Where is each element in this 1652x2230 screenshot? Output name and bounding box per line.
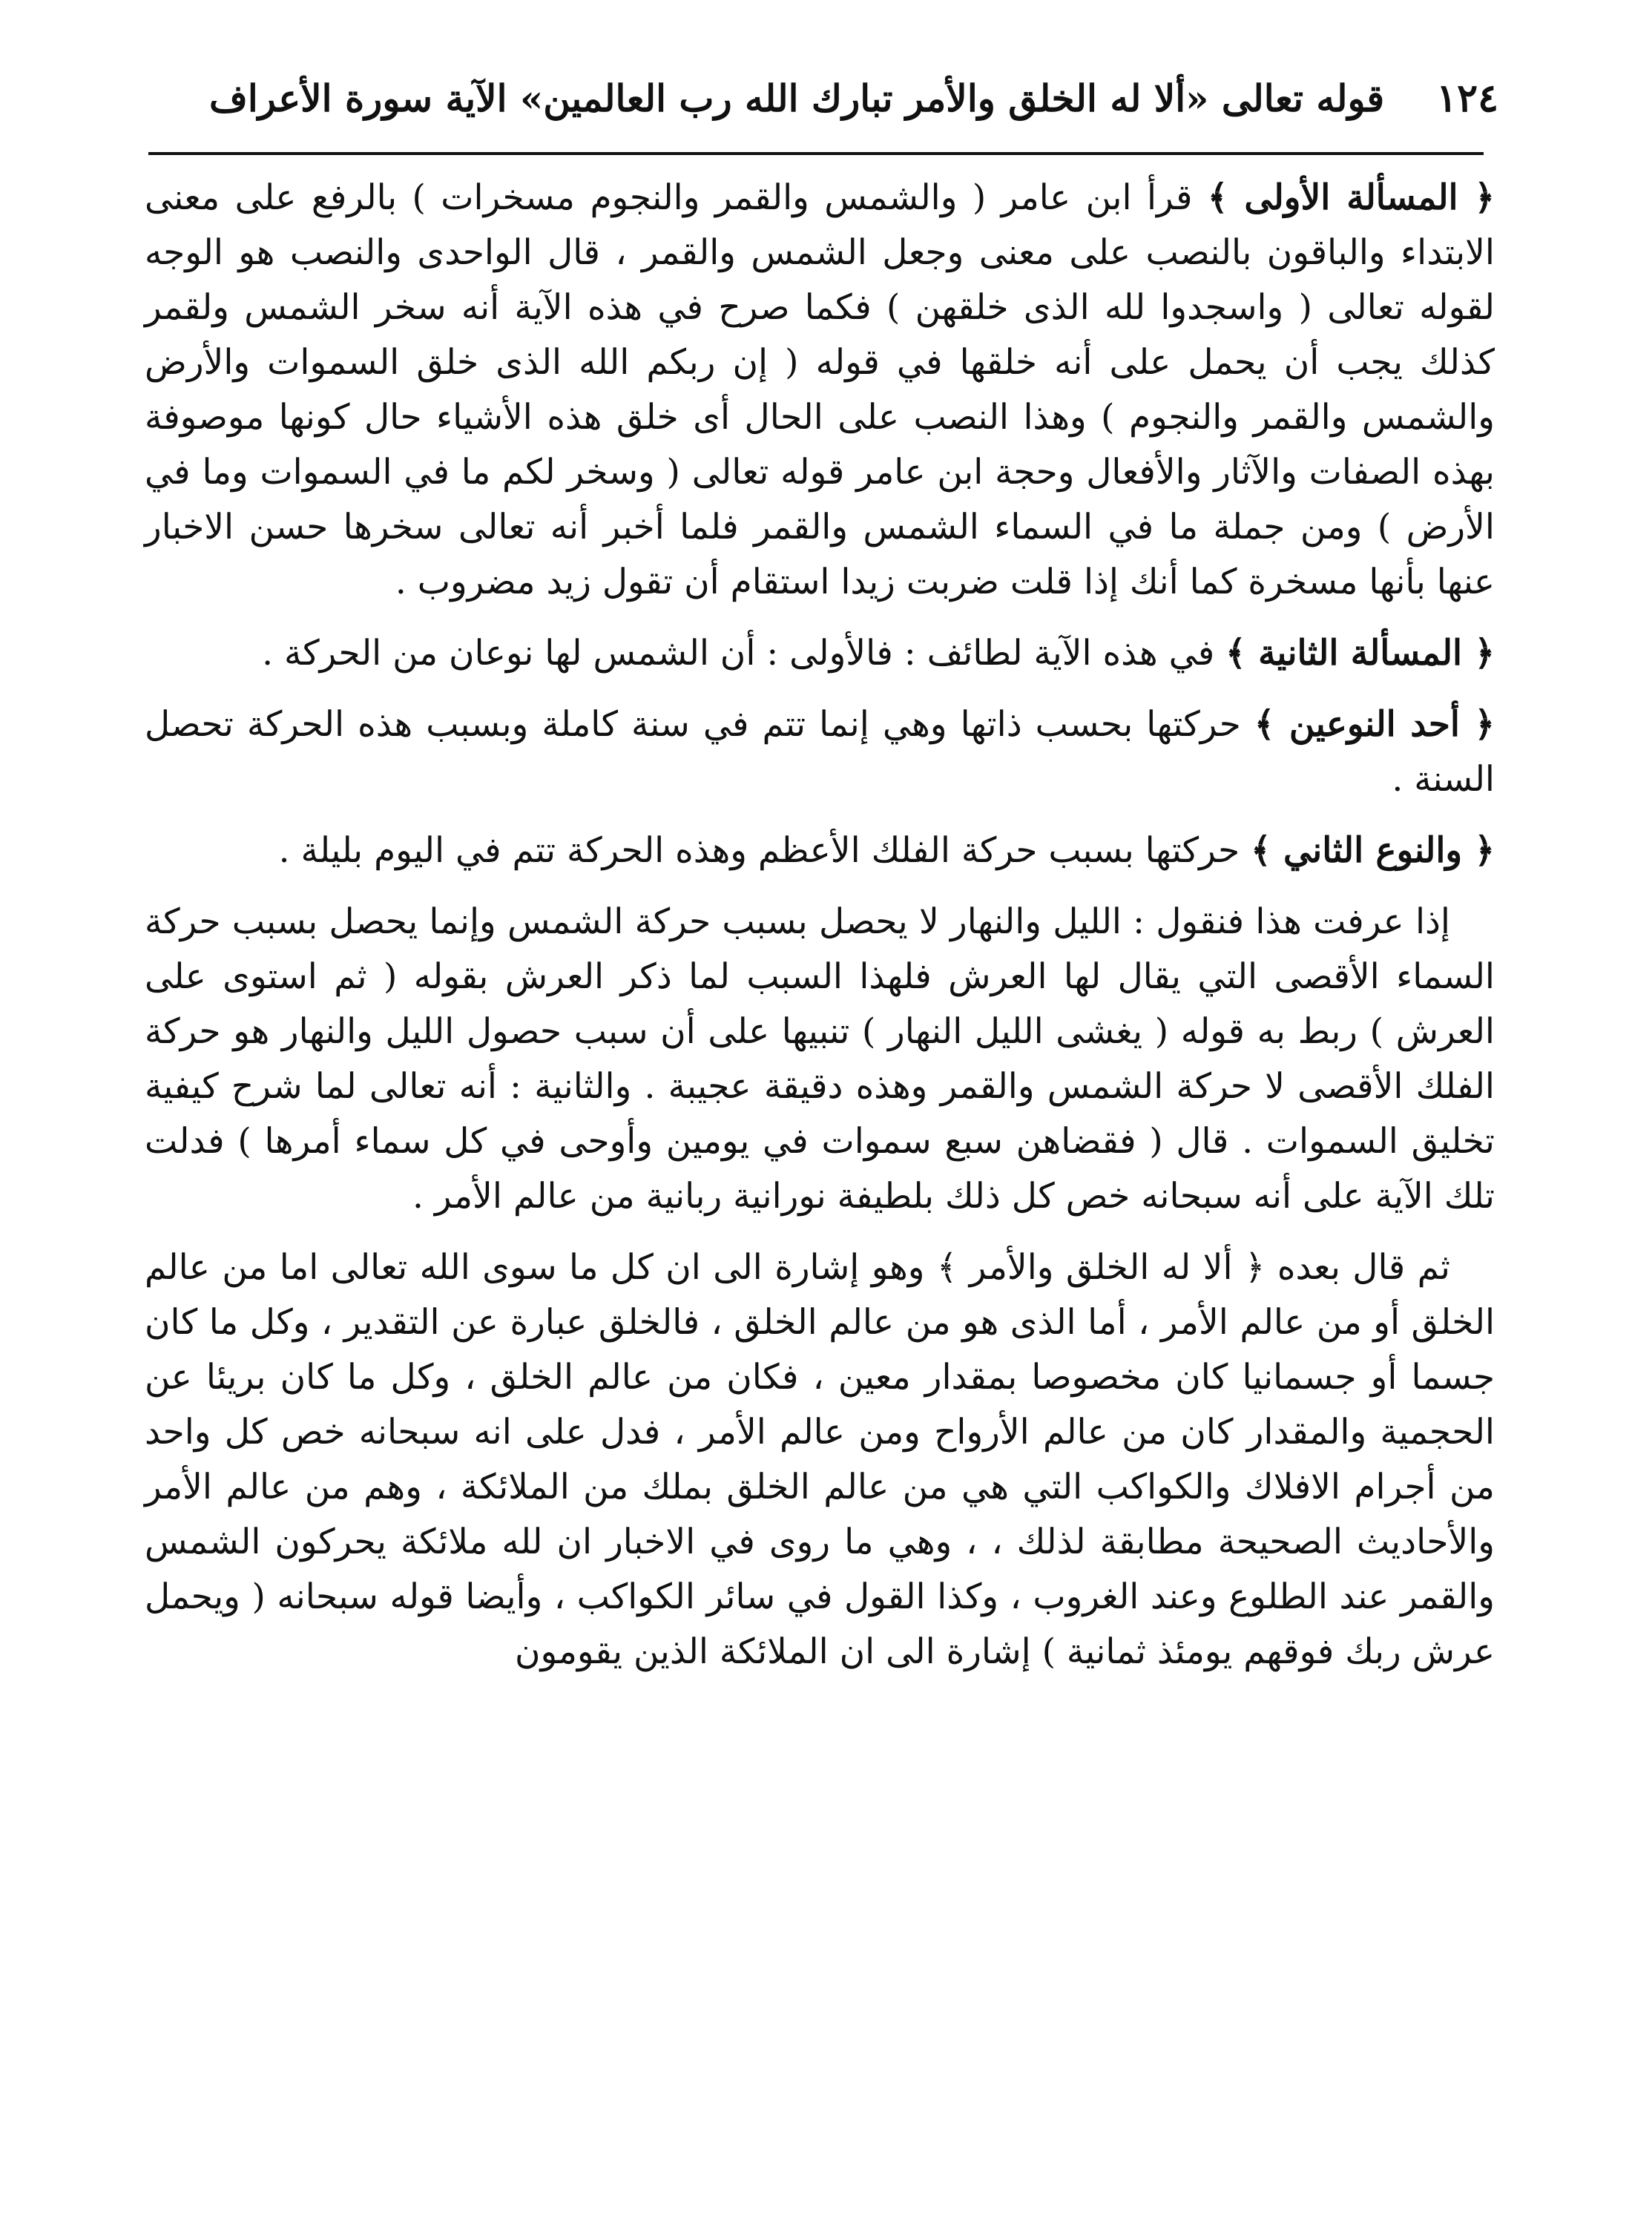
paragraph-second-type xyxy=(145,823,1495,878)
paragraph-text: في هذه الآية لطائف : فالأولى : أن الشمس لها نوعان من الحركة . xyxy=(262,633,1215,674)
paragraph-text: ثم قال بعده ﴿ ألا له الخلق والأمر ﴾ وهو إشارة الى ان كل ما سوى الله تعالى اما من عالم الخلق أو من عالم الأمر ، أما الذى هو من عالم الخلق ، فالخلق عبارة عن التقدير ، وكل ما كان جسما أو جسمانيا كان مخصوصا بمقدار معين ، فكان من عالم الخلق ، وكل ما كان بريئا عن الحجمية والمقدار كان من عالم الأرواح ومن عالم الأمر ، فدل على انه سبحانه خص كل واحد من أجرام الافلاك والكواكب التي هي من عالم الخلق بملك من الملائكة ، وهم من عالم الأمر والأحاديث الصحيحة مطابقة لذلك ، ، وهي ما روى في الاخبار ان لله ملائكة يحركون الشمس والقمر عند الطلوع وعند الغروب ، وكذا القول في سائر الكواكب ، وأيضا قوله سبحانه ( ويحمل عرش ربك فوقهم يومئذ ثمانية ) إشارة الى ان الملائكة الذين يقومون xyxy=(145,1247,1495,1672)
paragraph-first-issue xyxy=(145,171,1495,610)
paragraph-text: حركتها بسبب حركة الفلك الأعظم وهذه الحركة تتم في اليوم بليلة . xyxy=(278,830,1240,871)
paragraph-text: قرأ ابن عامر ( والشمس والقمر والنجوم مسخرات ) بالرفع على معنى الابتداء والباقون بالنصب على معنى وجعل الشمس والقمر ، قال الواحدى والنصب هو الوجه لقوله تعالى ( واسجدوا لله الذى خلقهن ) فكما صرح في هذه الآية أنه سخر الشمس ولقمر كذلك يجب أن يحمل على أنه خلقها في قوله ( إن ربكم الله الذى خلق السموات والأرض والشمس والقمر والنجوم ) وهذا النصب على الحال أى خلق هذه الأشياء حال كونها موصوفة بهذه الصفات والآثار والأفعال وحجة ابن عامر قوله تعالى ( وسخر لكم ما في السموات وما في الأرض ) ومن جملة ما في السماء الشمس والقمر فلما أخبر أنه تعالى سخرها حسن الاخبار عنها بأنها مسخرة كما أنك إذا قلت ضربت زيدا استقام أن تقول زيد مضروب . xyxy=(145,177,1495,602)
body-text xyxy=(145,171,1495,2188)
header-divider xyxy=(148,152,1484,155)
paragraph-heading: ﴿ أحد النوعين ﴾ xyxy=(1254,704,1495,745)
paragraph-night-day xyxy=(145,895,1495,1224)
page-number: ١٢٤ xyxy=(1436,75,1498,121)
paragraph-second-issue xyxy=(145,626,1495,681)
paragraph-heading: ﴿ المسألة الأولى ﴾ xyxy=(1207,177,1495,218)
paragraph-first-type xyxy=(145,697,1495,807)
paragraph-heading: ﴿ المسألة الثانية ﴾ xyxy=(1225,633,1495,674)
paragraph-text: إذا عرفت هذا فنقول : الليل والنهار لا يحصل بسبب حركة الشمس وإنما يحصل بسبب حركة السماء الأقصى التي يقال لها العرش فلهذا السبب لما ذكر العرش بقوله ( ثم استوى على العرش ) ربط به قوله ( يغشى الليل النهار ) تنبيها على أن سبب حصول الليل والنهار هو حركة الفلك الأقصى لا حركة الشمس والقمر وهذه دقيقة عجيبة . والثانية : أنه تعالى لما شرح كيفية تخليق السموات . قال ( فقضاهن سبع سموات في يومين وأوحى في كل سماء أمرها ) فدلت تلك الآية على أنه سبحانه خص كل ذلك بلطيفة نورانية ربانية من عالم الأمر . xyxy=(145,901,1495,1217)
page-header xyxy=(141,53,1498,142)
paragraph-creation-command xyxy=(145,1240,1495,1680)
running-title: قوله تعالى «ألا له الخلق والأمر تبارك الله رب العالمين» الآية سورة الأعراف xyxy=(209,76,1385,120)
paragraph-heading: ﴿ والنوع الثاني ﴾ xyxy=(1251,830,1495,871)
paragraph-text: حركتها بحسب ذاتها وهي إنما تتم في سنة كاملة وبسبب هذه الحركة تحصل السنة . xyxy=(145,704,1495,800)
